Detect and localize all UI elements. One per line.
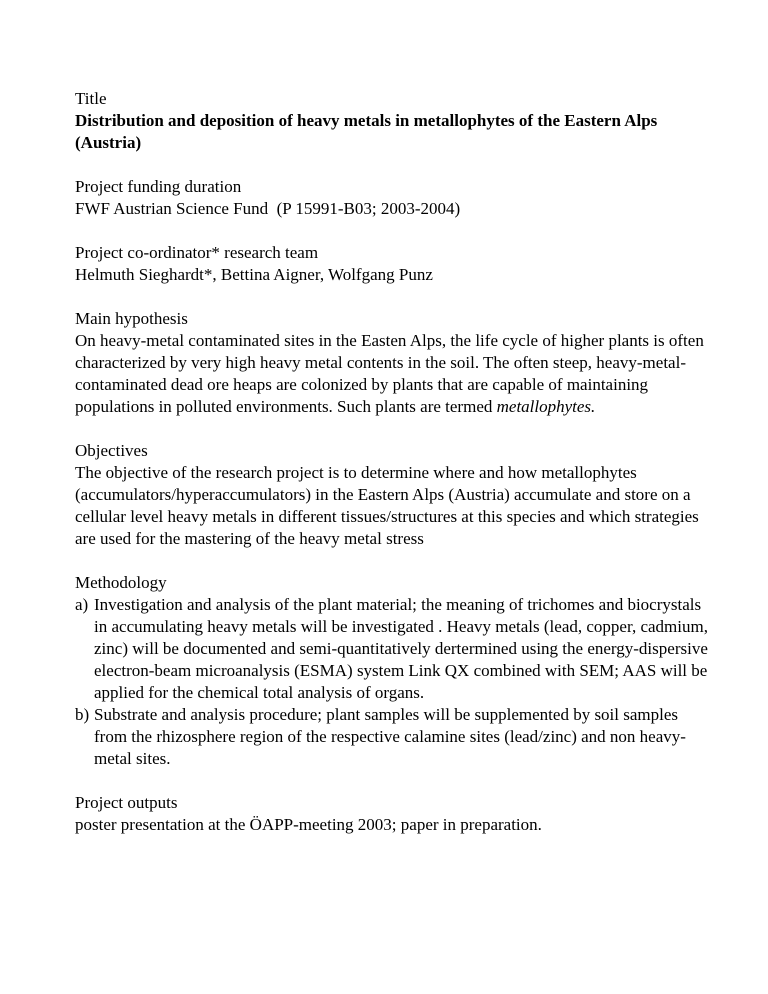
funding-text: FWF Austrian Science Fund (P 15991-B03; 2003-2004) (75, 199, 461, 218)
hypothesis-heading: Main hypothesis (75, 309, 188, 328)
objectives-heading: Objectives (75, 441, 148, 460)
methodology-section (75, 572, 715, 770)
methodology-heading: Methodology (75, 573, 167, 592)
funding-heading: Project funding duration (75, 177, 242, 196)
objectives-text: The objective of the research project is to determine where and how metallophytes (accumulators/hyperaccumulators) in the Eastern Alps (Austria) accumulate and store on a cellular level heavy metals in different tissues/structures at this species and which strategies are used for the mastering of the heavy metal stress (75, 463, 699, 548)
outputs-section (75, 792, 715, 836)
funding-section (75, 176, 715, 220)
document-content (75, 88, 715, 858)
team-heading: Project co-ordinator* research team (75, 243, 319, 262)
document-title: Distribution and deposition of heavy metals in metallophytes of the Eastern Alps (75, 111, 658, 130)
team-text: Helmuth Sieghardt*, Bettina Aigner, Wolfgang Punz (75, 265, 433, 284)
list-marker: a) (75, 595, 89, 614)
list-item-text: Substrate and analysis procedure; plant samples will be supplemented by soil samples from the rhizosphere region of the respective calamine sites (lead/zinc) and non heavy-metal sites. (94, 705, 686, 768)
list-item-text: Investigation and analysis of the plant material; the meaning of trichomes and biocrystals in accumulating heavy metals will be investigated . Heavy metals (lead, copper, cadmium, zinc) will be documented and semi-quantitatively dertermined using the energy-dispersive electron-beam microanalysis (ESMA) system Link QX combined with SEM; AAS will be applied for the chemical total analysis of organs. (94, 595, 708, 702)
methodology-list (75, 594, 715, 770)
outputs-heading: Project outputs (75, 793, 178, 812)
title-section (75, 88, 715, 154)
hypothesis-paragraph (75, 330, 707, 418)
methodology-item-a (75, 594, 708, 704)
hypothesis-term: metallophytes. (496, 397, 596, 416)
hypothesis-text: On heavy-metal contaminated sites in the Easten Alps, the life cycle of higher plants is often characterized by very high heavy metal contents in the soil. The often steep, heavy-metal-contaminated dead ore heaps are colonized by plants that are capable of maintaining populations in polluted environments. Such plants are termed (75, 331, 704, 416)
hypothesis-section (75, 308, 715, 418)
document-title-region: (Austria) (75, 133, 142, 152)
list-marker: b) (75, 705, 90, 724)
team-section (75, 242, 715, 286)
objectives-section (75, 440, 715, 550)
outputs-text: poster presentation at the ÖAPP-meeting 2003; paper in preparation. (75, 815, 542, 834)
methodology-item-b (75, 704, 708, 770)
title-heading: Title (75, 89, 107, 108)
